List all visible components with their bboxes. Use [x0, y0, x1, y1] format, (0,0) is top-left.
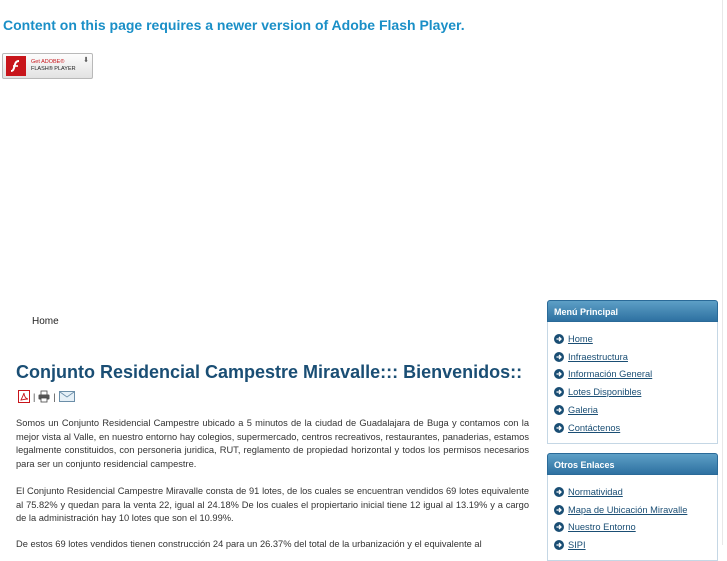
- flash-badge-text: [31, 59, 76, 73]
- other-links-module: [547, 453, 718, 561]
- main-menu-link[interactable]: Información General: [568, 369, 653, 380]
- arrow-right-circle-icon: [554, 487, 564, 497]
- arrow-right-circle-icon: [554, 405, 564, 415]
- flash-badge-line1: Get ADOBE®: [31, 59, 65, 65]
- main-menu-link[interactable]: Contáctenos: [568, 422, 621, 433]
- main-menu-title: Menú Principal: [547, 300, 718, 322]
- article-paragraph: De estos 69 lotes vendidos tienen construcción 24 para un 26.37% del total de la urbanización y el equivalente al: [16, 539, 482, 549]
- main-menu-item-infraestructura[interactable]: [554, 348, 717, 366]
- main-menu-module: [547, 300, 718, 444]
- main-menu-item-home[interactable]: [554, 330, 717, 348]
- flash-badge-line2: FLASH® PLAYER: [31, 66, 76, 72]
- arrow-right-circle-icon: [554, 369, 564, 379]
- breadcrumb-home[interactable]: Home: [32, 316, 59, 327]
- other-links-link[interactable]: Mapa de Ubicación Miravalle: [568, 504, 688, 515]
- other-links-link[interactable]: Nuestro Entorno: [568, 522, 636, 533]
- flash-logo-icon: [6, 56, 26, 76]
- other-links-item-entorno[interactable]: [554, 519, 717, 537]
- main-menu-link[interactable]: Galeria: [568, 405, 598, 416]
- breadcrumb[interactable]: [32, 316, 59, 327]
- main-menu-link[interactable]: Infraestructura: [568, 351, 628, 362]
- arrow-right-circle-icon: [554, 423, 564, 433]
- other-links-item-sipi[interactable]: [554, 536, 717, 554]
- pdf-icon[interactable]: [18, 390, 30, 403]
- get-flash-player-button[interactable]: [2, 53, 93, 79]
- tools-separator: |: [33, 391, 36, 402]
- main-menu-item-lotes-disponibles[interactable]: [554, 383, 717, 401]
- main-menu-item-galeria[interactable]: [554, 401, 717, 419]
- main-menu-link[interactable]: Lotes Disponibles: [568, 387, 642, 398]
- flash-required-message: Content on this page requires a newer version of Adobe Flash Player.: [3, 17, 465, 33]
- other-links-link[interactable]: SIPI: [568, 540, 586, 551]
- other-links-item-mapa[interactable]: [554, 501, 717, 519]
- other-links-link[interactable]: Normatividad: [568, 486, 623, 497]
- arrow-right-circle-icon: [554, 540, 564, 550]
- article-tools: [18, 390, 75, 403]
- main-menu-item-contactenos[interactable]: [554, 419, 717, 437]
- article-paragraph: El Conjunto Residencial Campestre Miravalle consta de 91 lotes, de los cuales se encuentran vendidos 69 lotes equivalente al 75.82% y quedan para la venta 22, igual al 24.18% De los cuales el propiertario inicial tiene 12 igual al 13.19% y a cargo de la administración hay 10 lotes que son el 10.99%.: [16, 486, 529, 523]
- article-paragraph: Somos un Conjunto Residencial Campestre ubicado a 5 minutos de la ciudad de Guadalajara de Buga y contamos con la mejor vista al Valle, en nuestro entorno hay colegios, supermercado, centros recreativos, restaurantes, panaderias, estamos legalmente constituidos, con personeria juridica, RUT, reglamento de propiedad horizontal y todos los permisos necesarios para ser un conjunto residencial campestre.: [16, 418, 529, 469]
- main-menu-link[interactable]: Home: [568, 333, 593, 344]
- layout-divider: [722, 0, 723, 545]
- arrow-right-circle-icon: [554, 387, 564, 397]
- download-arrow-icon: ⬇: [83, 57, 89, 64]
- other-links-title: Otros Enlaces: [547, 453, 718, 475]
- tools-separator: |: [53, 391, 56, 402]
- main-menu-item-informacion-general[interactable]: [554, 366, 717, 384]
- email-icon[interactable]: [59, 391, 75, 402]
- main-menu-list: [547, 322, 718, 444]
- arrow-right-circle-icon: [554, 334, 564, 344]
- arrow-right-circle-icon: [554, 522, 564, 532]
- other-links-item-normatividad[interactable]: [554, 483, 717, 501]
- arrow-right-circle-icon: [554, 505, 564, 515]
- arrow-right-circle-icon: [554, 352, 564, 362]
- other-links-list: [547, 475, 718, 561]
- page-title: Conjunto Residencial Campestre Miravalle::: Bienvenidos::: [16, 362, 523, 382]
- print-icon[interactable]: [38, 391, 50, 402]
